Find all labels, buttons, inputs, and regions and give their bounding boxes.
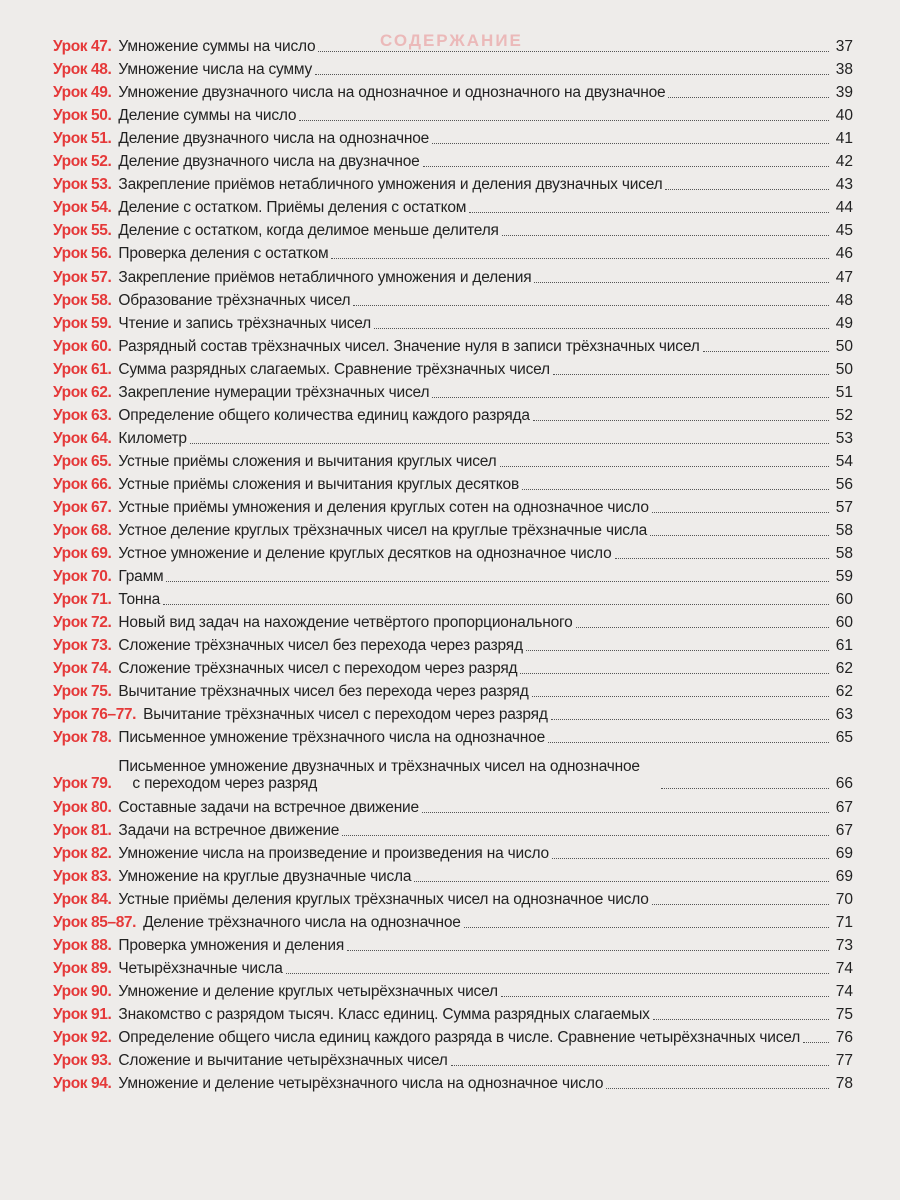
page-number: 75 (835, 1005, 853, 1023)
page-number: 50 (835, 360, 853, 378)
lesson-title: Деление с остатком. Приёмы деления с остатком (118, 199, 467, 217)
toc-entry (53, 401, 853, 424)
toc-entry (53, 608, 853, 631)
lesson-title: Устные приёмы сложения и вычитания круглых десятков (118, 475, 519, 493)
lesson-number: Урок 60. (53, 337, 112, 355)
lesson-number: Урок 84. (53, 890, 112, 908)
dot-leader (500, 466, 829, 467)
page-number: 62 (835, 660, 853, 678)
page-number: 45 (835, 222, 853, 240)
toc-entry (53, 908, 853, 931)
page-number: 58 (835, 545, 853, 563)
lesson-title: Определение общего количества единиц каждого разряда (118, 406, 530, 424)
toc-entry (53, 262, 853, 285)
lesson-number: Урок 59. (53, 314, 112, 332)
page-number: 59 (835, 568, 853, 586)
dot-leader (342, 835, 829, 836)
toc-entry (53, 447, 853, 470)
toc-entry (53, 700, 853, 723)
dot-leader (315, 74, 829, 75)
toc-entry (53, 1069, 853, 1092)
lesson-number: Урок 81. (53, 821, 112, 839)
dot-leader (615, 558, 830, 559)
lesson-title-line1: Письменное умножение двузначных и трёхзначных чисел на однозначное (118, 758, 640, 776)
dot-leader (451, 1065, 829, 1066)
toc-entry (53, 355, 853, 378)
lesson-number: Урок 88. (53, 936, 112, 954)
toc-entry (53, 470, 853, 493)
toc-entry (53, 101, 853, 124)
lesson-title: Умножение двузначного числа на однозначное и однозначного на двузначное (118, 84, 666, 102)
dot-leader (432, 143, 829, 144)
page-number: 49 (835, 314, 853, 332)
toc-entry (53, 539, 853, 562)
lesson-number: Урок 82. (53, 844, 112, 862)
lesson-number: Урок 65. (53, 452, 112, 470)
lesson-title: Сложение трёхзначных чисел без перехода через разряд (118, 637, 523, 655)
dot-leader (347, 950, 829, 951)
lesson-title: Вычитание трёхзначных чисел без перехода через разряд (118, 683, 529, 701)
lesson-title: Деление двузначного числа на двузначное (118, 153, 420, 171)
toc-entry (53, 723, 853, 746)
toc-entry (53, 885, 853, 908)
toc-entry (53, 562, 853, 585)
lesson-number: Урок 74. (53, 660, 112, 678)
lesson-number: Урок 66. (53, 475, 112, 493)
page-number: 47 (835, 268, 853, 286)
page-number: 37 (835, 38, 853, 56)
page-number: 54 (835, 452, 853, 470)
lesson-title: Тонна (118, 591, 161, 609)
dot-leader (502, 235, 829, 236)
lesson-number: Урок 73. (53, 637, 112, 655)
page-number: 71 (835, 913, 853, 931)
page-number: 61 (835, 637, 853, 655)
lesson-number: Урок 67. (53, 498, 112, 516)
toc-entry (53, 631, 853, 654)
dot-leader (661, 788, 829, 789)
lesson-title: Деление с остатком, когда делимое меньше делителя (118, 222, 499, 240)
dot-leader (432, 397, 829, 398)
toc-entry (53, 332, 853, 355)
dot-leader (520, 673, 829, 674)
lesson-title: Проверка деления с остатком (118, 245, 329, 263)
toc-entry (53, 78, 853, 101)
dot-leader (803, 1042, 829, 1043)
page-number: 66 (835, 775, 853, 793)
toc-entry (53, 378, 853, 401)
page-number: 48 (835, 291, 853, 309)
lesson-title: Письменное умножение трёхзначного числа на однозначное (118, 729, 545, 747)
toc-entry (53, 862, 853, 885)
toc-entry (53, 677, 853, 700)
toc-entry (53, 1000, 853, 1023)
page-number: 57 (835, 498, 853, 516)
toc-entry (53, 746, 853, 792)
lesson-title: Сложение трёхзначных чисел с переходом через разряд (118, 660, 518, 678)
page-number: 74 (835, 959, 853, 977)
dot-leader (166, 581, 829, 582)
lesson-number: Урок 49. (53, 84, 112, 102)
dot-leader (703, 351, 829, 352)
lesson-number: Урок 85–87. (53, 913, 137, 931)
lesson-title: Километр (118, 429, 187, 447)
lesson-title: Устное деление круглых трёхзначных чисел на круглые трёхзначные числа (118, 522, 648, 540)
lesson-title: Образование трёхзначных чисел (118, 291, 351, 309)
dot-leader (551, 719, 829, 720)
dot-leader (653, 1019, 829, 1020)
lesson-title: Сумма разрядных слагаемых. Сравнение трёхзначных чисел (118, 360, 550, 378)
lesson-number: Урок 89. (53, 959, 112, 977)
dot-leader (318, 51, 829, 52)
table-of-contents (53, 32, 853, 1092)
lesson-title: Сложение и вычитание четырёхзначных чисел (118, 1052, 448, 1070)
lesson-number: Урок 64. (53, 429, 112, 447)
lesson-number: Урок 47. (53, 38, 112, 56)
lesson-number: Урок 79. (53, 775, 112, 793)
page-number: 70 (835, 890, 853, 908)
dot-leader (299, 120, 829, 121)
page-number: 63 (835, 706, 853, 724)
dot-leader (163, 604, 829, 605)
lesson-number: Урок 90. (53, 982, 112, 1000)
page-number: 52 (835, 406, 853, 424)
lesson-title: Знакомство с разрядом тысяч. Класс единиц. Сумма разрядных слагаемых (118, 1005, 650, 1023)
lesson-number: Урок 55. (53, 222, 112, 240)
lesson-number: Урок 80. (53, 798, 112, 816)
dot-leader (353, 305, 829, 306)
lesson-title: Деление трёхзначного числа на однозначное (143, 913, 461, 931)
toc-entry (53, 977, 853, 1000)
lesson-title: Чтение и запись трёхзначных чисел (118, 314, 372, 332)
dot-leader (423, 166, 829, 167)
lesson-number: Урок 62. (53, 383, 112, 401)
page-number: 56 (835, 475, 853, 493)
dot-leader (652, 904, 829, 905)
dot-leader (331, 258, 829, 259)
toc-entry (53, 493, 853, 516)
page-number: 41 (835, 130, 853, 148)
lesson-title: Умножение на круглые двузначные числа (118, 867, 412, 885)
page-number: 60 (835, 591, 853, 609)
dot-leader (469, 212, 829, 213)
dot-leader (526, 650, 829, 651)
toc-entry (53, 147, 853, 170)
lesson-title-line2: с переходом через разряд (132, 775, 318, 793)
page-number: 69 (835, 844, 853, 862)
dot-leader (422, 812, 829, 813)
toc-entry (53, 309, 853, 332)
dot-leader (652, 512, 829, 513)
toc-entry (53, 931, 853, 954)
lesson-number: Урок 91. (53, 1005, 112, 1023)
lesson-title: Вычитание трёхзначных чисел с переходом через разряд (143, 706, 548, 724)
page-number: 60 (835, 614, 853, 632)
page-number: 62 (835, 683, 853, 701)
dot-leader (534, 282, 829, 283)
lesson-number: Урок 70. (53, 568, 112, 586)
lesson-number: Урок 75. (53, 683, 112, 701)
toc-entry (53, 124, 853, 147)
dot-leader (650, 535, 829, 536)
lesson-title: Грамм (118, 568, 164, 586)
lesson-title: Четырёхзначные числа (118, 959, 283, 977)
page-number: 65 (835, 729, 853, 747)
dot-leader (501, 996, 829, 997)
dot-leader (576, 627, 829, 628)
lesson-number: Урок 48. (53, 61, 112, 79)
page-number: 53 (835, 429, 853, 447)
page-number: 78 (835, 1075, 853, 1093)
lesson-title: Определение общего числа единиц каждого разряда в числе. Сравнение четырёхзначных чисел (118, 1028, 801, 1046)
toc-entry (53, 516, 853, 539)
lesson-title: Закрепление приёмов нетабличного умножения и деления (118, 268, 532, 286)
lesson-number: Урок 56. (53, 245, 112, 263)
lesson-title: Устное умножение и деление круглых десятков на однозначное число (118, 545, 612, 563)
toc-entry (53, 55, 853, 78)
lesson-title: Задачи на встречное движение (118, 821, 340, 839)
dot-leader (522, 489, 829, 490)
lesson-number: Урок 61. (53, 360, 112, 378)
toc-entry (53, 1023, 853, 1046)
page-number: 74 (835, 982, 853, 1000)
toc-entry (53, 216, 853, 239)
page-number: 76 (835, 1028, 853, 1046)
lesson-title: Умножение суммы на число (118, 38, 316, 56)
page-number: 67 (835, 821, 853, 839)
lesson-number: Урок 83. (53, 867, 112, 885)
page-number: 44 (835, 199, 853, 217)
dot-leader (553, 374, 829, 375)
lesson-title: Умножение и деление круглых четырёхзначных чисел (118, 982, 498, 1000)
page-number: 38 (835, 61, 853, 79)
lesson-number: Урок 69. (53, 545, 112, 563)
page-number: 69 (835, 867, 853, 885)
dot-leader (414, 881, 829, 882)
lesson-title: Устные приёмы умножения и деления круглых сотен на однозначное число (118, 498, 649, 516)
lesson-number: Урок 71. (53, 591, 112, 609)
lesson-title: Умножение и деление четырёхзначного числа на однозначное число (118, 1075, 604, 1093)
page-number: 39 (835, 84, 853, 102)
lesson-number: Урок 94. (53, 1075, 112, 1093)
toc-entry (53, 839, 853, 862)
lesson-number: Урок 63. (53, 406, 112, 424)
dot-leader (190, 443, 829, 444)
toc-entry (53, 170, 853, 193)
page-number: 46 (835, 245, 853, 263)
page-number: 77 (835, 1052, 853, 1070)
toc-entry (53, 424, 853, 447)
lesson-number: Урок 93. (53, 1052, 112, 1070)
page-number: 42 (835, 153, 853, 171)
lesson-title: Разрядный состав трёхзначных чисел. Значение нуля в записи трёхзначных чисел (118, 337, 700, 355)
toc-entry (53, 239, 853, 262)
page-number: 73 (835, 936, 853, 954)
toc-entry (53, 954, 853, 977)
lesson-number: Урок 78. (53, 729, 112, 747)
lesson-number: Урок 54. (53, 199, 112, 217)
toc-entry (53, 792, 853, 815)
page-number: 40 (835, 107, 853, 125)
toc-entry (53, 585, 853, 608)
lesson-title: Новый вид задач на нахождение четвёртого пропорционального (118, 614, 573, 632)
dot-leader (286, 973, 829, 974)
lesson-title: Составные задачи на встречное движение (118, 798, 419, 816)
lesson-title (118, 758, 658, 792)
lesson-title: Умножение числа на произведение и произведения на число (118, 844, 549, 862)
dot-leader (548, 742, 829, 743)
lesson-number: Урок 52. (53, 153, 112, 171)
toc-entry (53, 32, 853, 55)
lesson-number: Урок 57. (53, 268, 112, 286)
lesson-title: Деление двузначного числа на однозначное (118, 130, 430, 148)
lesson-number: Урок 68. (53, 522, 112, 540)
lesson-number: Урок 50. (53, 107, 112, 125)
lesson-title: Проверка умножения и деления (118, 936, 345, 954)
dot-leader (665, 189, 829, 190)
lesson-title: Устные приёмы сложения и вычитания круглых чисел (118, 452, 497, 470)
lesson-number: Урок 72. (53, 614, 112, 632)
lesson-title: Закрепление нумерации трёхзначных чисел (118, 383, 430, 401)
dot-leader (668, 97, 829, 98)
lesson-number: Урок 92. (53, 1028, 112, 1046)
dot-leader (606, 1088, 829, 1089)
lesson-number: Урок 76–77. (53, 706, 137, 724)
lesson-number: Урок 58. (53, 291, 112, 309)
lesson-number: Урок 53. (53, 176, 112, 194)
dot-leader (552, 858, 829, 859)
toc-entry (53, 816, 853, 839)
toc-entry (53, 1046, 853, 1069)
page-number: 43 (835, 176, 853, 194)
dot-leader (533, 420, 829, 421)
lesson-title: Устные приёмы деления круглых трёхзначных чисел на однозначное число (118, 890, 649, 908)
dot-leader (532, 696, 829, 697)
dot-leader (374, 328, 829, 329)
contents-heading: СОДЕРЖАНИЕ (380, 31, 523, 50)
toc-entry (53, 193, 853, 216)
lesson-title: Умножение числа на сумму (118, 61, 313, 79)
page-number: 51 (835, 383, 853, 401)
page-number: 58 (835, 522, 853, 540)
lesson-number: Урок 51. (53, 130, 112, 148)
page-number: 50 (835, 337, 853, 355)
toc-entry (53, 654, 853, 677)
toc-entry (53, 286, 853, 309)
lesson-title: Закрепление приёмов нетабличного умножения и деления двузначных чисел (118, 176, 663, 194)
page-number: 67 (835, 798, 853, 816)
lesson-title: Деление суммы на число (118, 107, 297, 125)
dot-leader (464, 927, 829, 928)
